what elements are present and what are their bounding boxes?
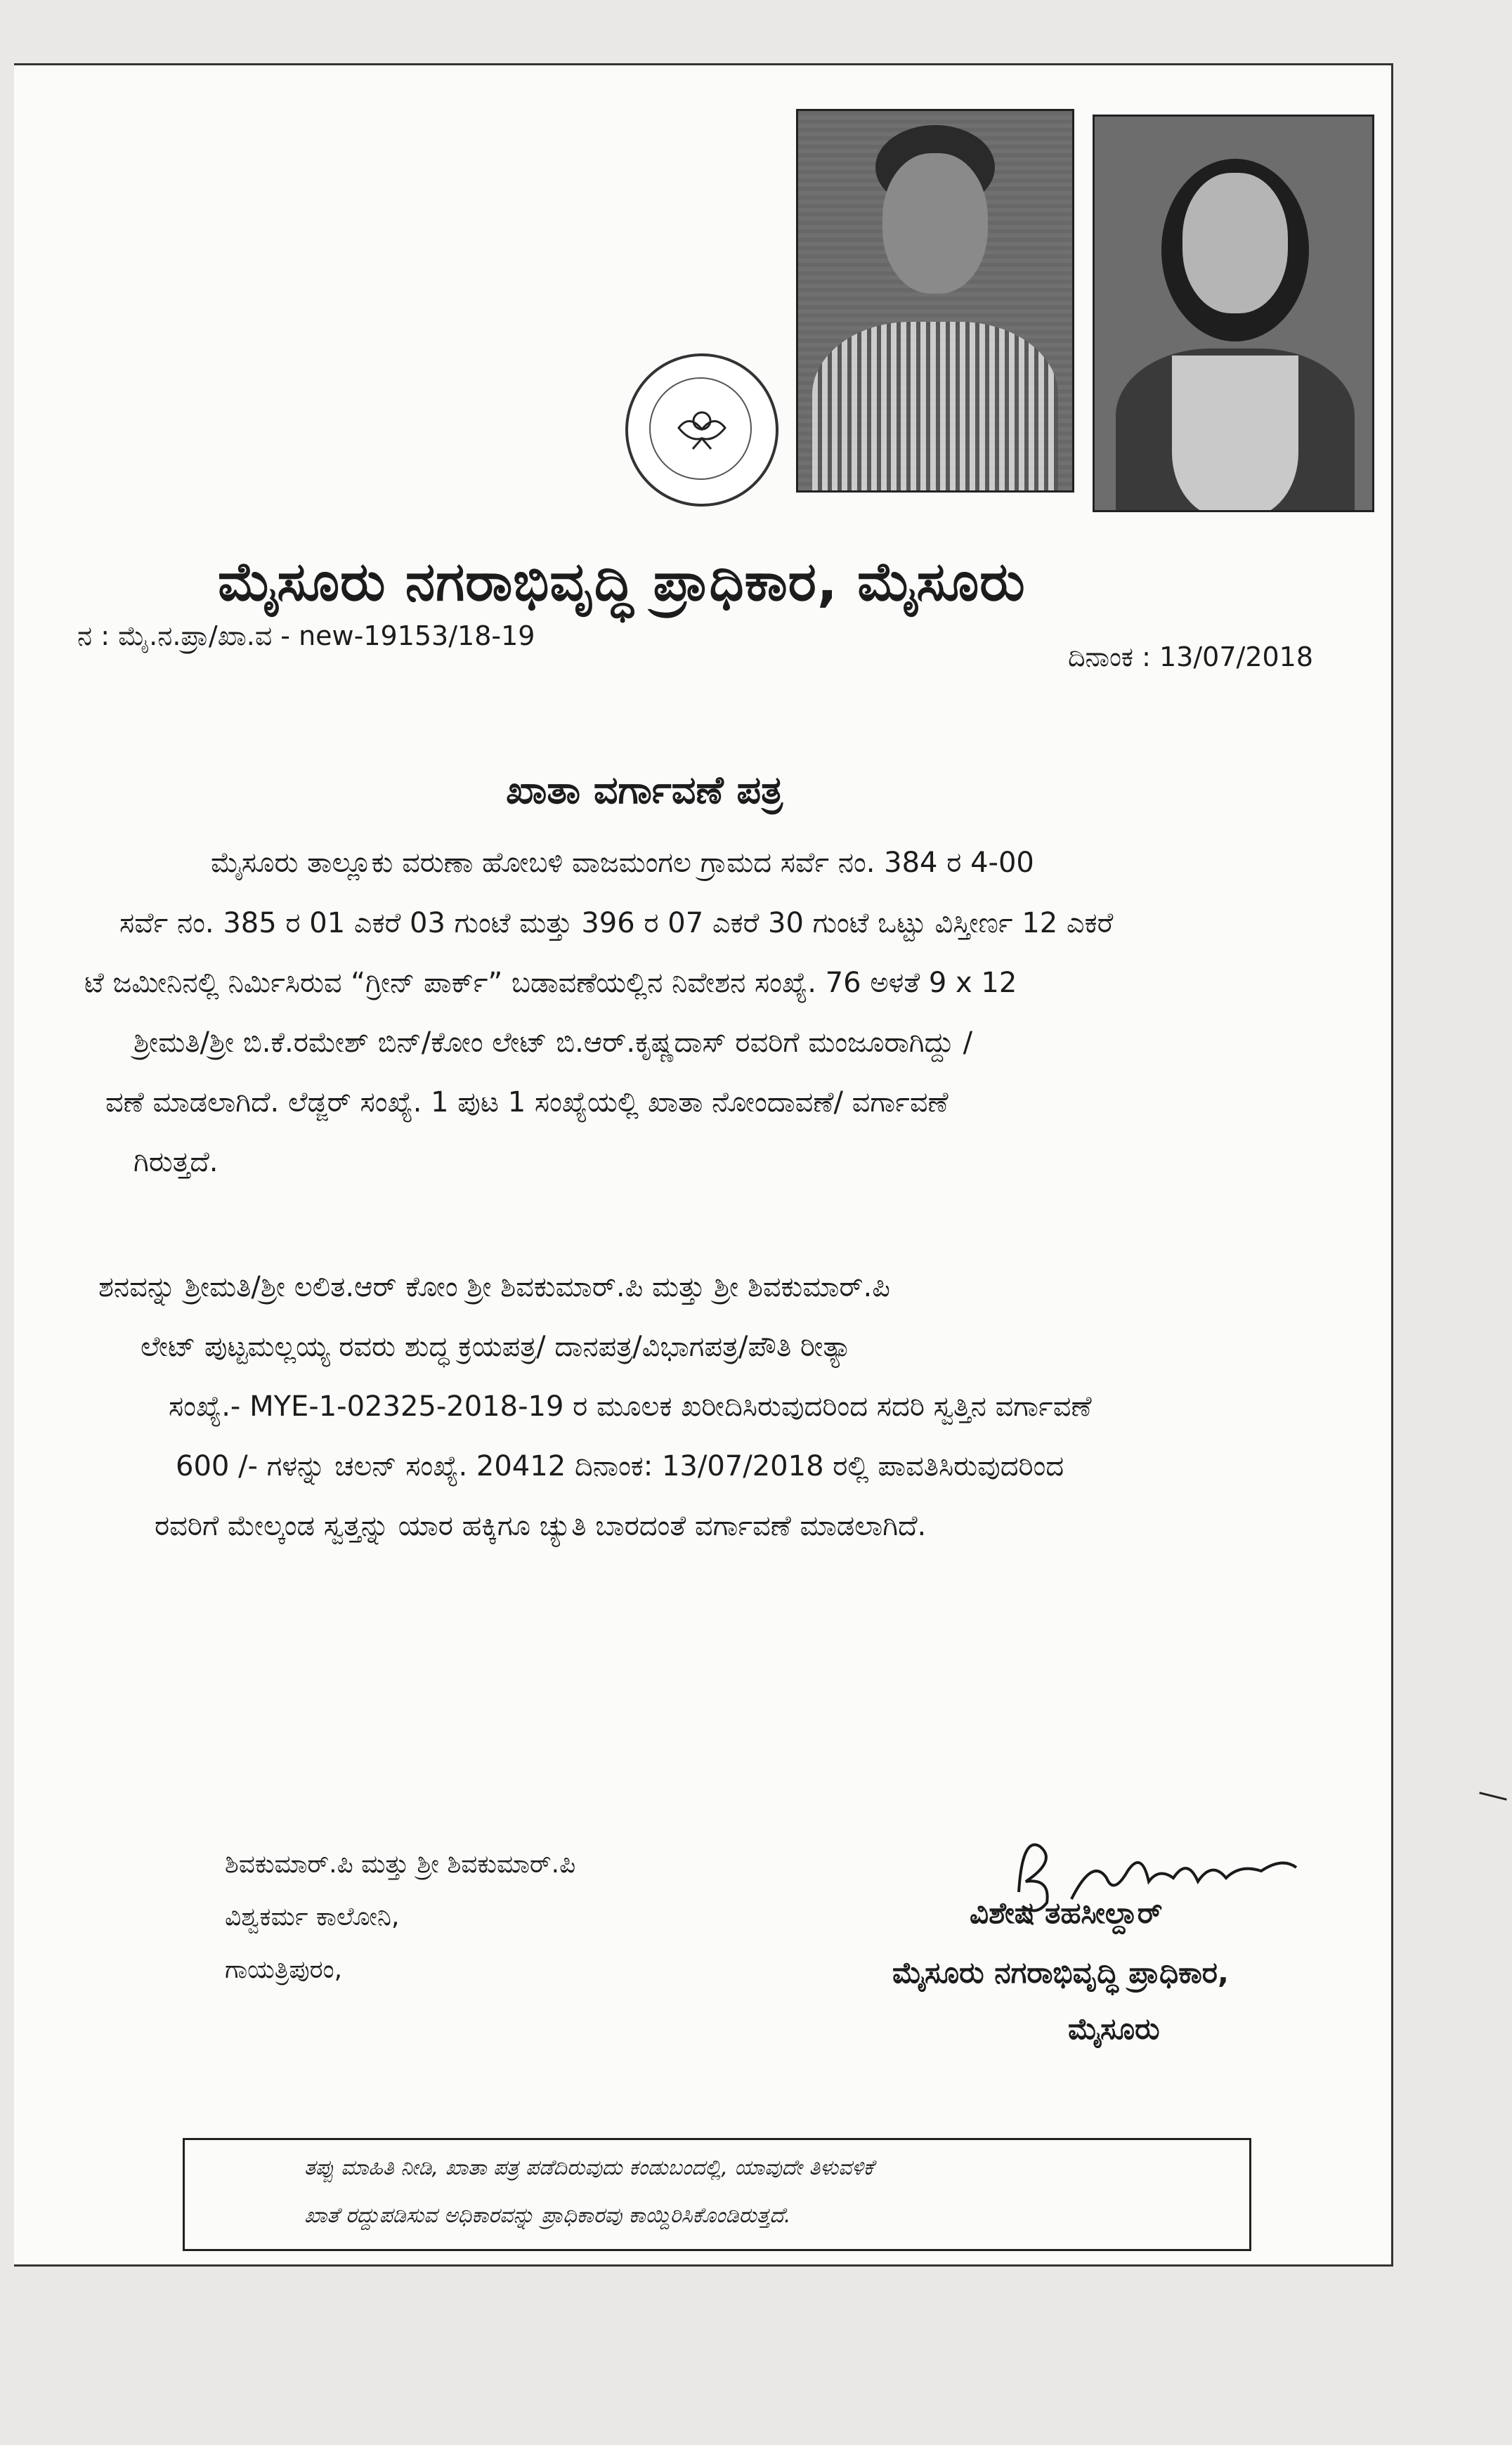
applicant-photo-male <box>796 109 1074 493</box>
paragraph2-line: ಸಂಖ್ಯೆ.- MYE-1-02325-2018-19 ರ ಮೂಲಕ ಖರೀದಿಸಿರುವುದರಿಂದ ಸದರಿ ಸ್ವತ್ತಿನ ವರ್ಗಾವಣೆ <box>169 1390 1092 1423</box>
reference-number <box>77 620 535 652</box>
signatory-designation: ವಿಶೇಷ ತಹಸೀಲ್ದಾರ್ <box>970 1896 1163 1930</box>
paragraph2-line: ಶನವನ್ನು ಶ್ರೀಮತಿ/ಶ್ರೀ ಲಲಿತ.ಆರ್ ಕೋಂ ಶ್ರೀ ಶಿವಕುಮಾರ್.ಪಿ ಮತ್ತು ಶ್ರೀ ಶಿವಕುಮಾರ್.ಪಿ <box>98 1271 890 1303</box>
emblem-icon <box>672 400 732 460</box>
authority-seal <box>625 353 778 507</box>
notice-line: ಖಾತೆ ರದ್ದುಪಡಿಸುವ ಅಧಿಕಾರವನ್ನು ಪ್ರಾಧಿಕಾರವು ಕಾಯ್ದಿರಿಸಿಕೊಂಡಿರುತ್ತದೆ. <box>304 2203 791 2228</box>
document-page <box>14 63 1393 2267</box>
paragraph1-line: ಗಿರುತ್ತದೆ. <box>133 1146 219 1178</box>
date-label: ದಿನಾಂಕ : <box>1068 641 1159 672</box>
paragraph1-line: ಮೈಸೂರು ತಾಲ್ಲೂಕು ವರುಣಾ ಹೋಬಳಿ ವಾಜಮಂಗಲ ಗ್ರಾಮದ ಸರ್ವೆ ನಂ. 384 ರ 4-00 <box>211 847 1034 879</box>
page-title: ಮೈಸೂರು ನಗರಾಭಿವೃದ್ಧಿ ಪ್ರಾಧಿಕಾರ, ಮೈಸೂರು <box>218 550 1026 613</box>
reference-prefix: ನ : ಮೈ.ನ.ಪ್ರಾ/ಖಾ.ವ - <box>77 620 299 651</box>
notice-box <box>183 2138 1251 2251</box>
signatory-city: ಮೈಸೂರು <box>1068 2012 1160 2046</box>
notice-line: ತಪ್ಪು ಮಾಹಿತಿ ನೀಡಿ, ಖಾತಾ ಪತ್ರ ಪಡೆದಿರುವುದು ಕಂಡುಬಂದಲ್ಲಿ, ಯಾವುದೇ ತಿಳುವಳಿಕೆ <box>304 2156 874 2180</box>
reference-value: new-19153/18-19 <box>299 620 535 651</box>
signatory-authority: ಮೈಸೂರು ನಗರಾಭಿವೃದ್ಧಿ ಪ್ರಾಧಿಕಾರ, <box>892 1955 1229 1990</box>
paragraph2-line: 600 /- ಗಳನ್ನು ಚಲನ್ ಸಂಖ್ಯೆ. 20412 ದಿನಾಂಕ: 13/07/2018 ರಲ್ಲಿ ಪಾವತಿಸಿರುವುದರಿಂದ <box>176 1450 1064 1482</box>
paragraph1-line: ವಣೆ ಮಾಡಲಾಗಿದೆ. ಲೆಡ್ಜರ್ ಸಂಖ್ಯೆ. 1 ಪುಟ 1 ಸಂಖ್ಯೆಯಲ್ಲಿ ಖಾತಾ ನೋಂದಾವಣೆ/ ವರ್ಗಾವಣೆ <box>105 1086 949 1119</box>
issue-date <box>1068 641 1313 673</box>
paragraph2-line: ಲೇಟ್ ಪುಟ್ಟಮಲ್ಲಯ್ಯ ರವರು ಶುದ್ಧ ಕ್ರಯಪತ್ರ/ ದಾನಪತ್ರ/ವಿಭಾಗಪತ್ರ/ಪೌತಿ ರೀತ್ಯಾ <box>141 1331 852 1363</box>
paragraph1-line: ಟೆ ಜಮೀನಿನಲ್ಲಿ ನಿರ್ಮಿಸಿರುವ “ಗ್ರೀನ್ ಪಾರ್ಕ್” ಬಡಾವಣೆಯಲ್ಲಿನ ನಿವೇಶನ ಸಂಖ್ಯೆ. 76 ಅಳತೆ 9 x 12 <box>84 967 1017 999</box>
addressee-line: ಶಿವಕುಮಾರ್.ಪಿ ಮತ್ತು ಶ್ರೀ ಶಿವಕುಮಾರ್.ಪಿ <box>225 1850 576 1879</box>
addressee-line: ವಿಶ್ವಕರ್ಮ ಕಾಲೋನಿ, <box>225 1903 400 1931</box>
paragraph1-line: ಶ್ರೀಮತಿ/ಶ್ರೀ ಬಿ.ಕೆ.ರಮೇಶ್ ಬಿನ್/ಕೋಂ ಲೇಟ್ ಬಿ.ಆರ್.ಕೃಷ್ಣದಾಸ್ ರವರಿಗೆ ಮಂಜೂರಾಗಿದ್ದು / <box>133 1026 973 1059</box>
edge-mark <box>1479 1792 1507 1801</box>
date-value: 13/07/2018 <box>1159 641 1314 672</box>
paragraph1-line: ಸರ್ವೆ ನಂ. 385 ರ 01 ಎಕರೆ 03 ಗುಂಟೆ ಮತ್ತು 396 ರ 07 ಎಕರೆ 30 ಗುಂಟೆ ಒಟ್ಟು ವಿಸ್ತೀರ್ಣ 12 ಎಕರೆ <box>119 907 1114 939</box>
paragraph2-line: ರವರಿಗೆ ಮೇಲ್ಕಂಡ ಸ್ವತ್ತನ್ನು ಯಾರ ಹಕ್ಕಿಗೂ ಚ್ಯುತಿ ಬಾರದಂತೆ ವರ್ಗಾವಣೆ ಮಾಡಲಾಗಿದೆ. <box>155 1510 927 1542</box>
applicant-photo-female <box>1093 115 1374 512</box>
addressee-line: ಗಾಯತ್ರಿಪುರಂ, <box>225 1955 343 1984</box>
document-title: ಖಾತಾ ವರ್ಗಾವಣೆ ಪತ್ರ <box>506 768 783 812</box>
